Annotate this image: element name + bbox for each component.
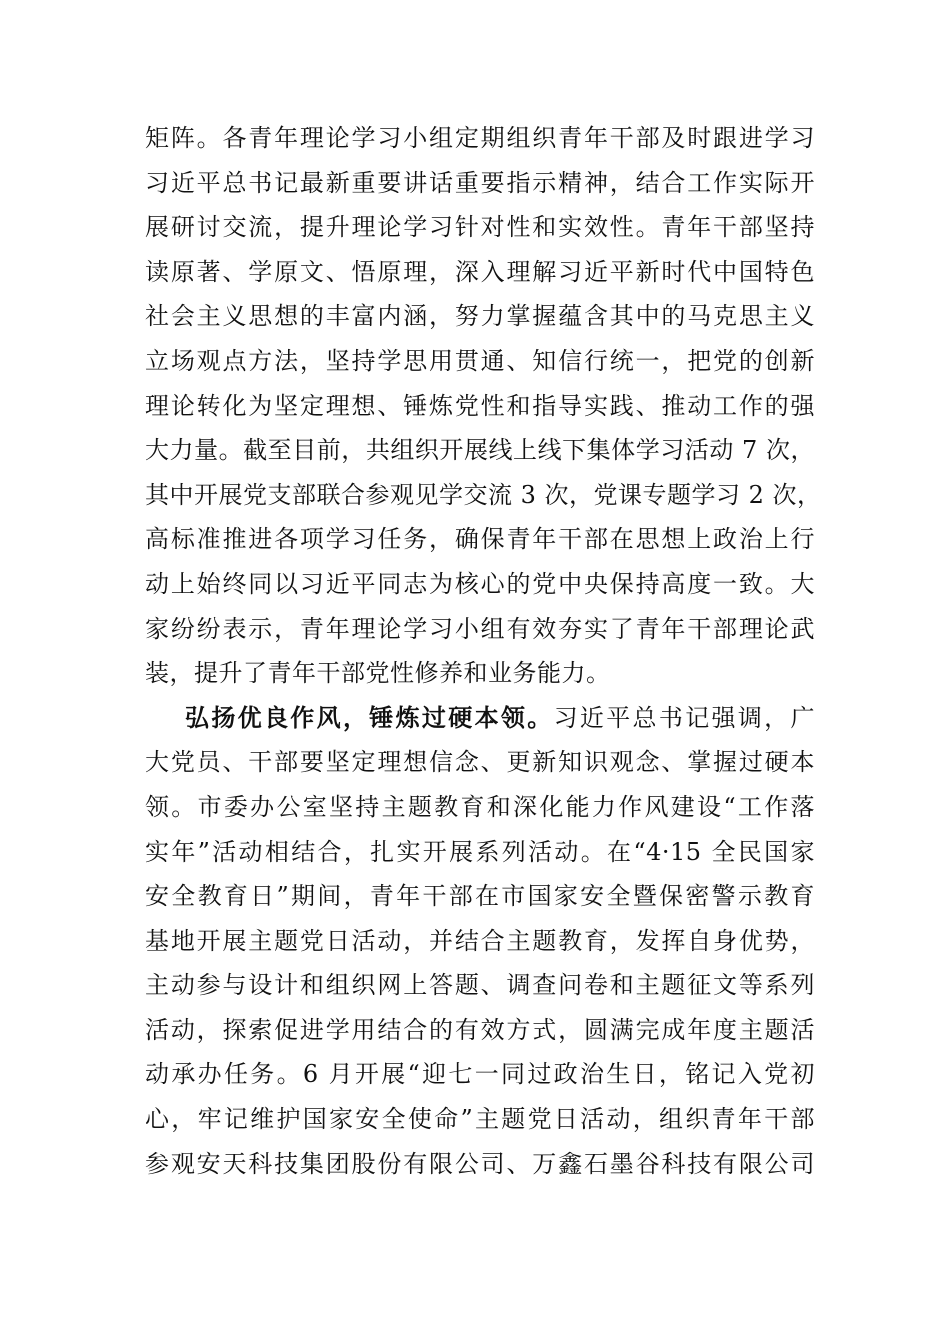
text-line: 矩阵。各青年理论学习小组定期组织青年干部及时跟进学习 xyxy=(145,124,815,152)
text-line: 实年”活动相结合，扎实开展系列活动。在“4·15 全民国家 xyxy=(145,837,815,866)
text-line: 动上始终同以习近平同志为核心的党中央保持高度一致。大 xyxy=(145,569,815,598)
paragraph-heading: 弘扬优良作风，锤炼过硬本领。 xyxy=(185,703,554,732)
text-line: 展研讨交流，提升理论学习针对性和实效性。青年干部坚持 xyxy=(145,213,815,242)
text-line: 读原著、学原文、悟原理，深入理解习近平新时代中国特色 xyxy=(145,257,815,286)
text-line: 立场观点方法，坚持学思用贯通、知信行统一，把党的创新 xyxy=(145,346,815,375)
text-line: 活动，探索促进学用结合的有效方式，圆满完成年度主题活 xyxy=(145,1015,815,1044)
text-line: 参观安天科技集团股份有限公司、万鑫石墨谷科技有限公司 xyxy=(145,1149,815,1178)
text-line: 习近平总书记最新重要讲话重要指示精神，结合工作实际开 xyxy=(145,168,815,197)
document-page xyxy=(145,116,822,1186)
text-line: 安全教育日”期间，青年干部在市国家安全暨保密警示教育 xyxy=(145,882,815,911)
text-line: 大力量。截至目前，共组织开展线上线下集体学习活动 7 次， xyxy=(145,436,815,465)
text-line: 主动参与设计和组织网上答题、调查问卷和主题征文等系列 xyxy=(145,971,815,1000)
text-line: 社会主义思想的丰富内涵，努力掌握蕴含其中的马克思主义 xyxy=(145,302,815,331)
text-line: 心，牢记维护国家安全使命”主题党日活动，组织青年干部 xyxy=(145,1105,815,1134)
paragraph-study-activities xyxy=(145,116,822,696)
text-line: 其中开展党支部联合参观见学交流 3 次，党课专题学习 2 次， xyxy=(145,480,822,509)
text-line-first xyxy=(145,696,815,741)
text-line: 高标准推进各项学习任务，确保青年干部在思想上政治上行 xyxy=(145,525,815,554)
text-line: 装，提升了青年干部党性修养和业务能力。 xyxy=(145,659,611,688)
paragraph-work-style xyxy=(145,696,815,1187)
heading-line-rest: 习近平总书记强调，广 xyxy=(553,703,816,732)
text-line: 理论转化为坚定理想、锤炼党性和指导实践、推动工作的强 xyxy=(145,391,815,420)
text-line: 基地开展主题党日活动，并结合主题教育，发挥自身优势， xyxy=(145,926,815,955)
text-line: 家纷纷表示，青年理论学习小组有效夯实了青年干部理论武 xyxy=(145,614,815,643)
text-line: 领。市委办公室坚持主题教育和深化能力作风建设“工作落 xyxy=(145,792,815,821)
text-line: 大党员、干部要坚定理想信念、更新知识观念、掌握过硬本 xyxy=(145,748,815,777)
text-line: 动承办任务。6 月开展“迎七一同过政治生日，铭记入党初 xyxy=(145,1060,815,1089)
